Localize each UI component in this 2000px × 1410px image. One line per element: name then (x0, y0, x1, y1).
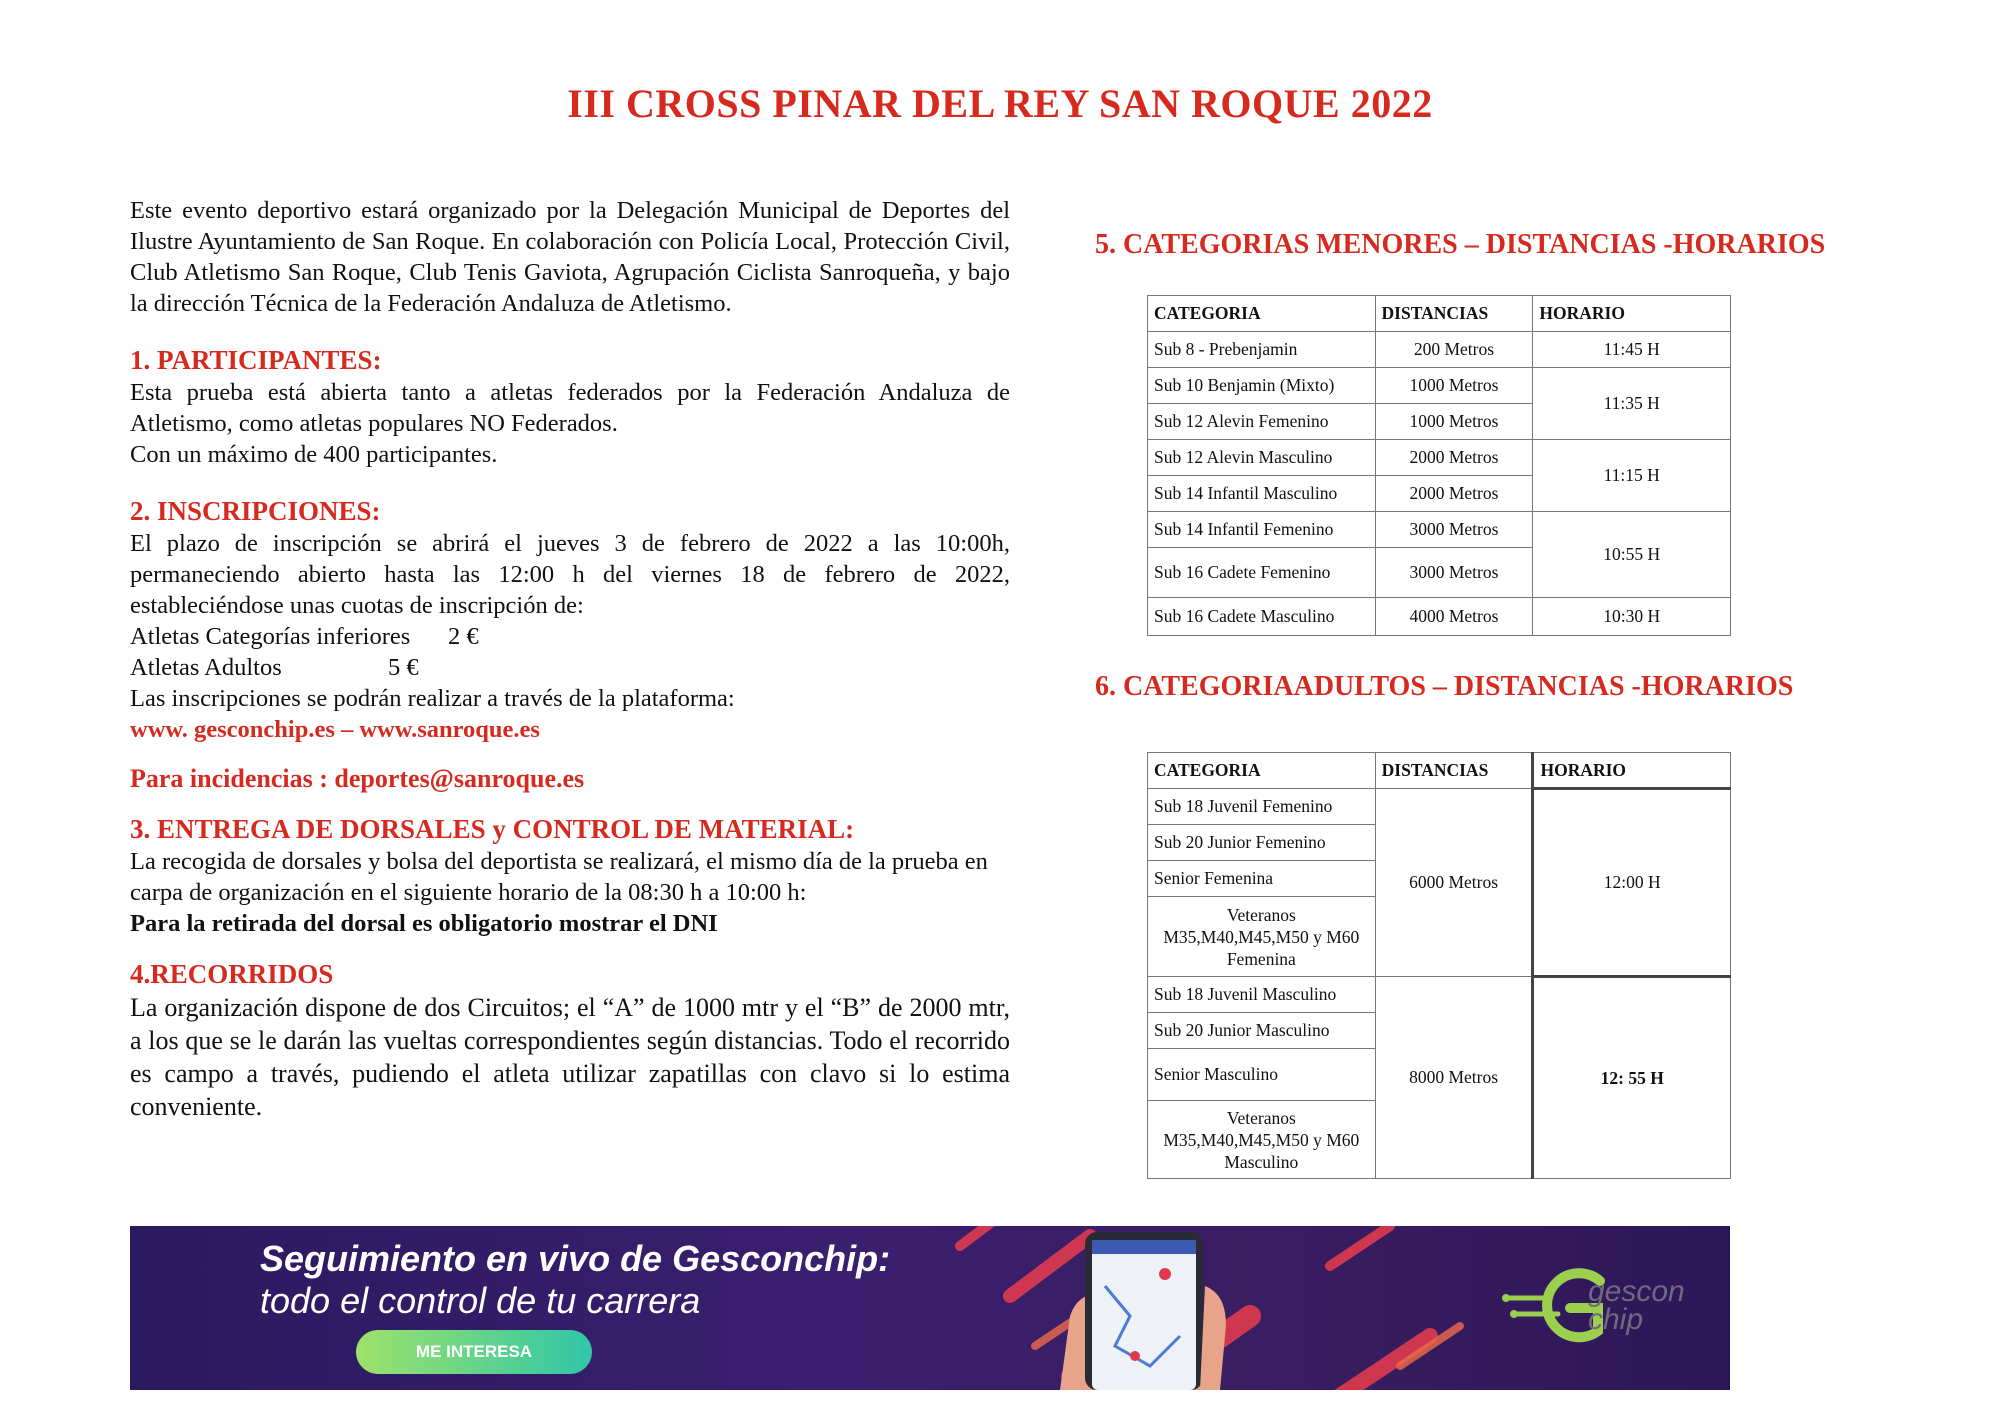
minors-heading: 5. CATEGORIAS MENORES – DISTANCIAS -HORARIOS (1095, 229, 1826, 260)
adults-category: Sub 18 Juvenil Femenino (1148, 789, 1376, 825)
minors-col-categoria: CATEGORIA (1148, 296, 1376, 332)
banner-subheadline: todo el control de tu carrera (260, 1280, 701, 1321)
adults-category: Veteranos M35,M40,M45,M50 y M60 Femenina (1148, 897, 1376, 977)
table-row (1148, 598, 1731, 636)
adults-distance-fem: 6000 Metros (1375, 789, 1533, 977)
minors-category: Sub 12 Alevin Masculino (1148, 440, 1376, 476)
minors-col-horario: HORARIO (1533, 296, 1731, 332)
minors-category: Sub 8 - Prebenjamin (1148, 332, 1376, 368)
minors-distance: 1000 Metros (1375, 368, 1533, 404)
adults-table (1147, 752, 1731, 1179)
minors-distance: 2000 Metros (1375, 476, 1533, 512)
adults-distance-masc: 8000 Metros (1375, 977, 1533, 1179)
adults-col-categoria: CATEGORIA (1148, 753, 1376, 789)
adults-category: Senior Masculino (1148, 1049, 1376, 1101)
incidencias-contact[interactable]: Para incidencias : deportes@sanroque.es (130, 764, 585, 793)
adults-heading: 6. CATEGORIAADULTOS – DISTANCIAS -HORARIOS (1095, 671, 1794, 702)
minors-category: Sub 10 Benjamin (Mixto) (1148, 368, 1376, 404)
gesconchip-logo (1588, 1275, 1685, 1336)
minors-table (1147, 295, 1731, 636)
adults-category: Veteranos M35,M40,M45,M50 y M60 Masculino (1148, 1101, 1376, 1179)
minors-distance: 1000 Metros (1375, 404, 1533, 440)
fee-label-inferiores: Atletas Categorías inferiores (130, 623, 411, 650)
adults-col-distancias: DISTANCIAS (1375, 753, 1533, 789)
participants-max: Con un máximo de 400 participantes. (130, 441, 498, 468)
table-row (1148, 332, 1731, 368)
fee-value-inferiores: 2 € (448, 623, 479, 650)
participants-heading: 1. PARTICIPANTES: (130, 345, 382, 375)
banner-headline: Seguimiento en vivo de Gesconchip: (260, 1238, 891, 1279)
registration-heading: 2. INSCRIPCIONES: (130, 496, 381, 526)
adults-time-masc: 12: 55 H (1533, 977, 1731, 1179)
minors-category: Sub 16 Cadete Masculino (1148, 598, 1376, 636)
participants-text: Esta prueba está abierta tanto a atletas federados por la Federación Andaluza de Atletismo, como atletas populares NO Federados. (130, 379, 1010, 437)
adults-category: Sub 20 Junior Femenino (1148, 825, 1376, 861)
table-row (1148, 440, 1731, 476)
gesconchip-banner[interactable] (130, 1226, 1730, 1390)
fee-label-adultos: Atletas Adultos (130, 654, 282, 681)
page-title: III CROSS PINAR DEL REY SAN ROQUE 2022 (567, 81, 1433, 126)
minors-time: 10:30 H (1533, 598, 1731, 636)
adults-col-horario: HORARIO (1533, 753, 1731, 789)
bib-pickup-heading: 3. ENTREGA DE DORSALES y CONTROL DE MATERIAL: (130, 814, 855, 844)
minors-distance: 3000 Metros (1375, 548, 1533, 598)
minors-distance: 2000 Metros (1375, 440, 1533, 476)
minors-category: Sub 14 Infantil Femenino (1148, 512, 1376, 548)
minors-distance: 3000 Metros (1375, 512, 1533, 548)
registration-links[interactable]: www. gesconchip.es – www.sanroque.es (130, 716, 540, 743)
fee-value-adultos: 5 € (388, 654, 419, 681)
routes-text: La organización dispone de dos Circuitos; el “A” de 1000 mtr y el “B” de 2000 mtr, a los que se le darán las vueltas correspondientes según distancias. Todo el recorrido es campo a través, pudiendo el atleta utilizar zapatillas con clavo si lo estima conveniente. (130, 993, 1010, 1121)
minors-distance: 200 Metros (1375, 332, 1533, 368)
intro-paragraph: Este evento deportivo estará organizado por la Delegación Municipal de Deportes del Ilustre Ayuntamiento de San Roque. En colaboración con Policía Local, Protección Civil, Club Atletismo San Roque, Club Tenis Gaviota, Agrupación Ciclista Sanroqueña, y bajo la dirección Técnica de la Federación Andaluza de Atletismo. (130, 197, 1010, 317)
minors-time: 11:45 H (1533, 332, 1731, 368)
logo-text-top: gescon (1588, 1275, 1685, 1308)
bib-pickup-text: La recogida de dorsales y bolsa del deportista se realizará, el mismo día de la prueba en carpa de organización en el siguiente horario de la 08:30 h a 10:00 h: (130, 848, 988, 906)
adults-category: Senior Femenina (1148, 861, 1376, 897)
registration-text: El plazo de inscripción se abrirá el jueves 3 de febrero de 2022 a las 10:00h, permaneciendo abierto hasta las 12:00 h del viernes 18 de febrero de 2022, estableciéndose unas cuotas de inscripción de: (130, 530, 1010, 619)
minors-time: 11:15 H (1533, 440, 1731, 512)
table-row (1148, 512, 1731, 548)
minors-time: 11:35 H (1533, 368, 1731, 440)
minors-category: Sub 12 Alevin Femenino (1148, 404, 1376, 440)
fee-row-inferiores (130, 621, 1010, 652)
minors-time: 10:55 H (1533, 512, 1731, 598)
logo-text-bottom: chip (1588, 1303, 1644, 1336)
adults-category: Sub 18 Juvenil Masculino (1148, 977, 1376, 1013)
routes-heading: 4.RECORRIDOS (130, 959, 334, 989)
adults-header-row (1148, 753, 1731, 789)
me-interesa-button[interactable]: ME INTERESA (356, 1330, 592, 1374)
bib-pickup-dni-note: Para la retirada del dorsal es obligatorio mostrar el DNI (130, 910, 718, 937)
minors-col-distancias: DISTANCIAS (1375, 296, 1533, 332)
minors-header-row (1148, 296, 1731, 332)
minors-distance: 4000 Metros (1375, 598, 1533, 636)
table-row (1148, 977, 1731, 1013)
minors-category: Sub 16 Cadete Femenino (1148, 548, 1376, 598)
adults-category: Sub 20 Junior Masculino (1148, 1013, 1376, 1049)
minors-category: Sub 14 Infantil Masculino (1148, 476, 1376, 512)
table-row (1148, 789, 1731, 825)
table-row (1148, 368, 1731, 404)
platform-text: Las inscripciones se podrán realizar a través de la plataforma: (130, 685, 735, 712)
fee-row-adultos (130, 652, 1010, 683)
left-column (130, 195, 1010, 1123)
adults-time-fem: 12:00 H (1533, 789, 1731, 977)
